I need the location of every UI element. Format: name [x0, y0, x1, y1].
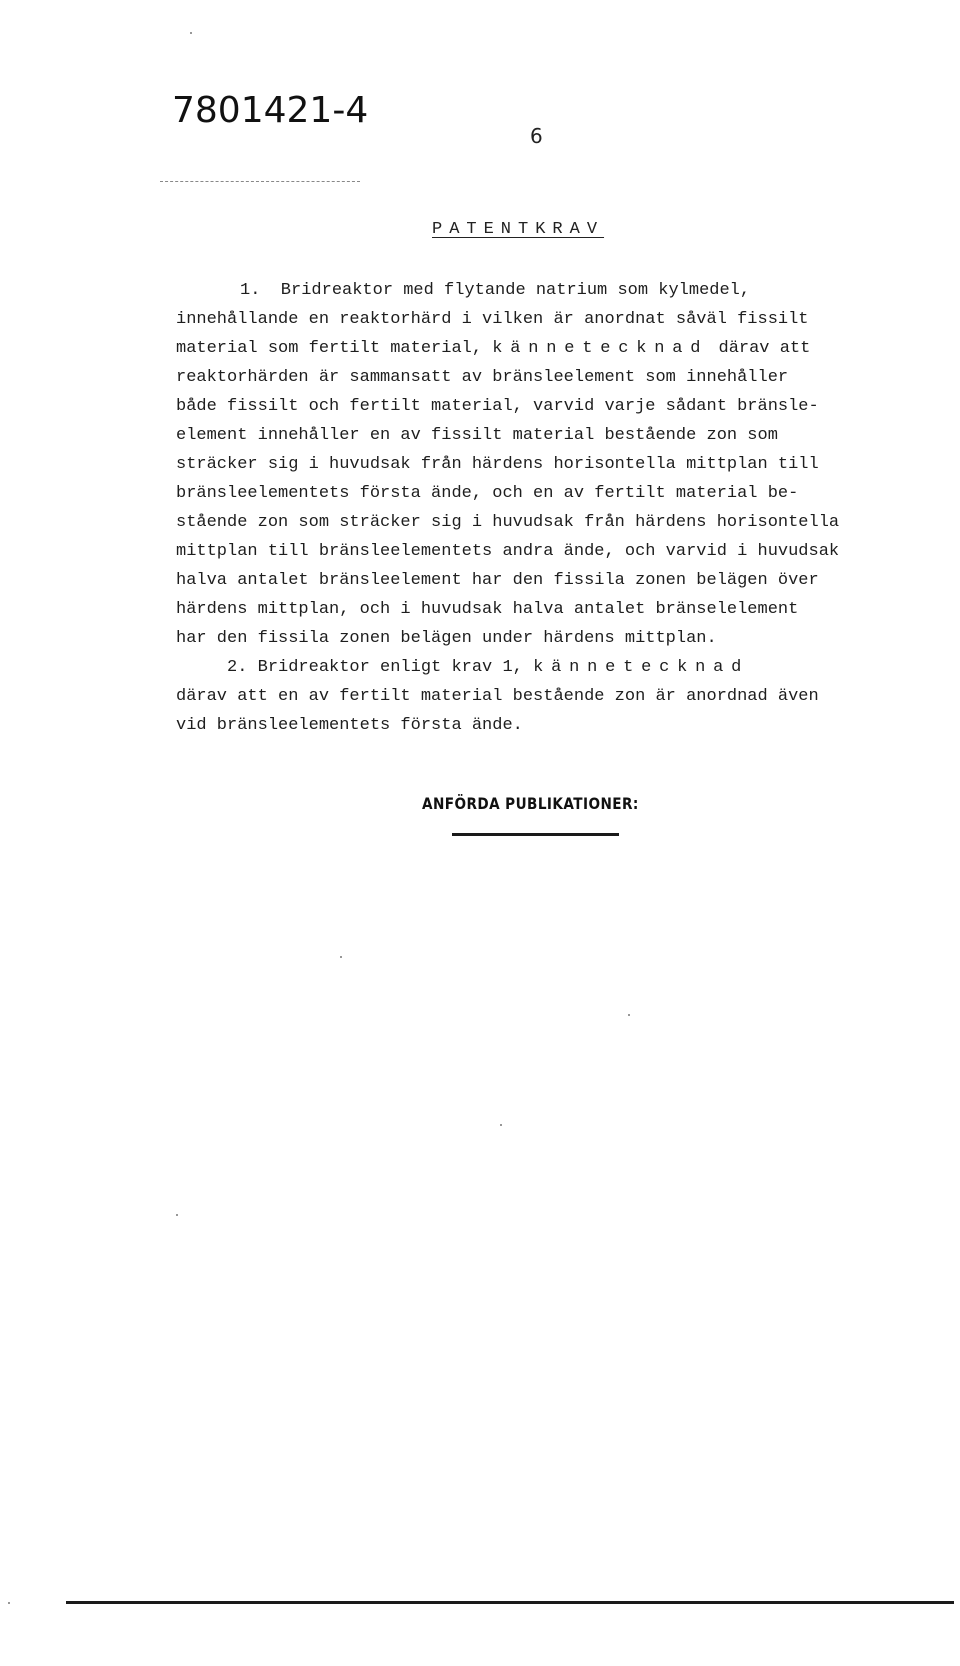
claim-1-line-9: stående zon som sträcker sig i huvudsak från härdens horisontella: [176, 513, 840, 532]
header-dash-line: [160, 181, 360, 182]
claim-1-line-2: innehållande en reaktorhärd i vilken är anordnat såväl fissilt: [176, 310, 809, 329]
claim-1-line-13: har den fissila zonen belägen under härdens mittplan.: [176, 629, 717, 648]
scan-speck: [500, 1124, 502, 1126]
claim-2-line-2: därav att en av fertilt material bestående zon är anordnad även: [176, 687, 819, 706]
scan-speck: [340, 956, 342, 958]
claim-2-line-1: [176, 653, 916, 682]
section-title: PATENTKRAV: [432, 220, 605, 239]
claim-1-line-4: reaktorhärden är sammansatt av bränsleelement som innehåller: [176, 368, 789, 387]
claim-1-line-3-start: material som fertilt material,: [176, 339, 493, 358]
citations-heading: ANFÖRDA PUBLIKATIONER:: [422, 794, 639, 813]
footer-rule: [66, 1601, 954, 1604]
claim-1-line-3: [176, 334, 916, 363]
scan-speck: [628, 1014, 630, 1016]
claim-2-characterizing-term: kännetecknad: [533, 658, 750, 677]
page-number: 6: [530, 124, 543, 148]
citations-rule: [452, 833, 619, 836]
claim-1-line-8: bränsleelementets första ände, och en av fertilt material be-: [176, 484, 799, 503]
claim-2-line-1-start: 2. Bridreaktor enligt krav 1,: [176, 658, 534, 677]
claim-2-line-3: vid bränsleelementets första ände.: [176, 716, 523, 735]
claim-1-line-7: sträcker sig i huvudsak från härdens horisontella mittplan till: [176, 455, 819, 474]
claim-1-line-6: element innehåller en av fissilt material bestående zon som: [176, 426, 778, 445]
scan-speck: [176, 1214, 178, 1216]
claim-1-line-3-end: därav att: [708, 339, 811, 358]
claims-text: [176, 276, 916, 740]
claim-1-line-12: härdens mittplan, och i huvudsak halva antalet bränselelement: [176, 600, 799, 619]
claim-1-line-10: mittplan till bränsleelementets andra ände, och varvid i huvudsak: [176, 542, 840, 561]
claim-1-characterizing-term: kännetecknad: [492, 339, 709, 358]
claim-1-line-5: både fissilt och fertilt material, varvid varje sådant bränsle-: [176, 397, 819, 416]
document-number: 7801421-4: [172, 90, 369, 131]
claim-1-line-11: halva antalet bränsleelement har den fissila zonen belägen över: [176, 571, 819, 590]
claim-1-line-1: 1. Bridreaktor med flytande natrium som kylmedel,: [240, 281, 751, 300]
scan-speck: [190, 32, 192, 34]
scan-speck: [8, 1602, 10, 1604]
